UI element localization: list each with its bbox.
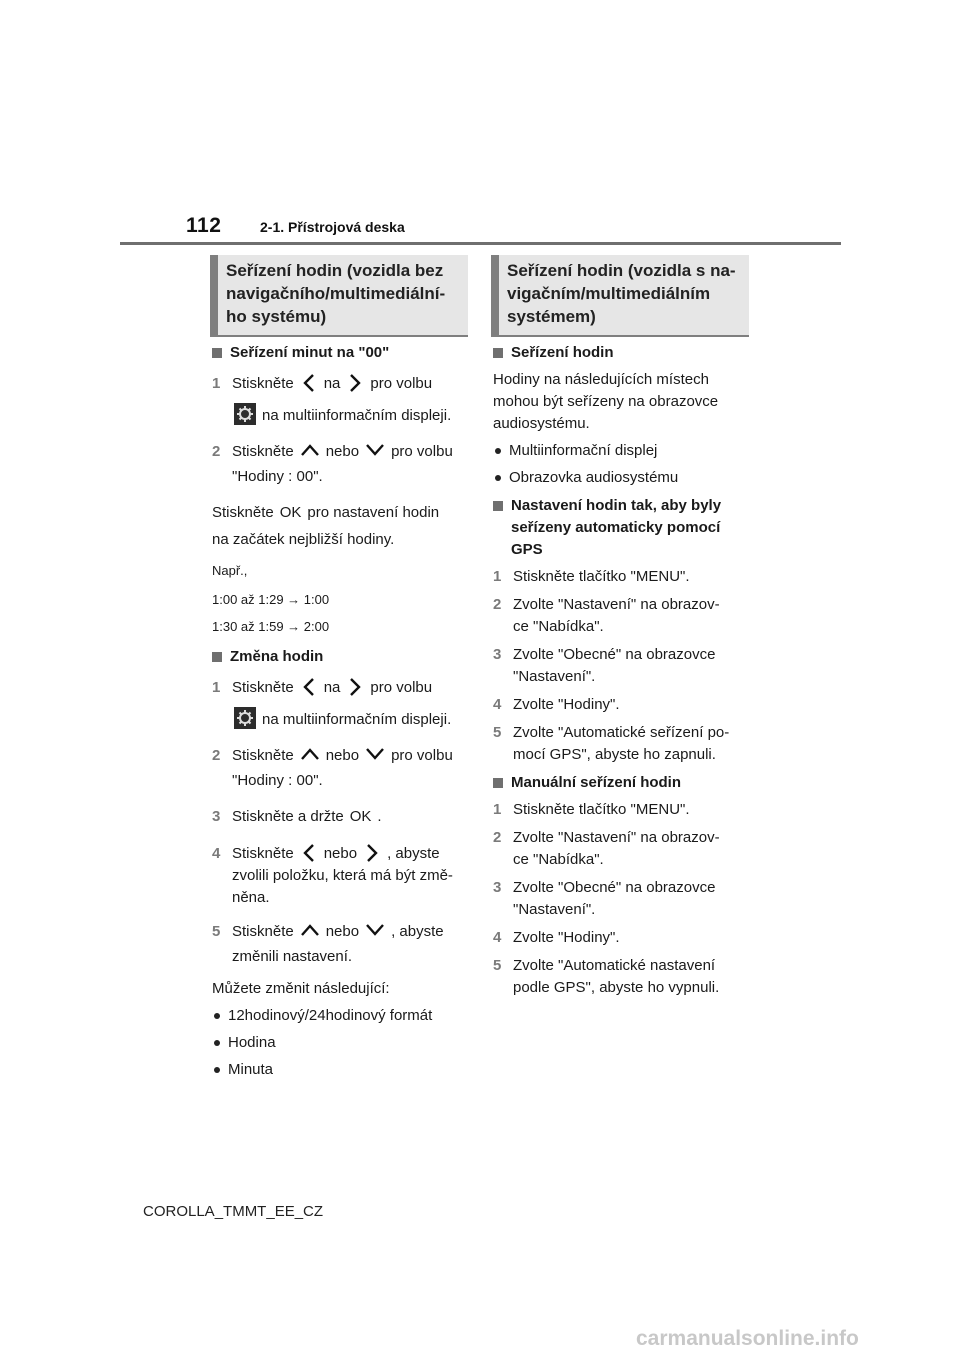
- step: 3 Zvolte "Obecné" na obrazovce "Nastavení".: [493, 646, 716, 685]
- step: 2 Stiskněte nebo pro volbu "Hodiny : 00".: [212, 443, 453, 485]
- paragraph: Stiskněte OK pro nastavení hodin: [212, 504, 440, 521]
- step-number: 2: [493, 596, 502, 613]
- gear-icon: [234, 707, 256, 729]
- step: 5 Zvolte "Automatické seřízení po- mocí GPS", abyste ho zapnuli.: [493, 724, 730, 763]
- step: 2 Zvolte "Nastavení" na obrazov- ce "Nabídka".: [493, 596, 720, 635]
- step-number: 2: [212, 747, 221, 764]
- paragraph: Můžete změnit následující:: [212, 980, 390, 997]
- page-number: 112: [186, 214, 222, 237]
- step: 2 Zvolte "Nastavení" na obrazov- ce "Nabídka".: [493, 829, 720, 868]
- left-column: [212, 342, 470, 1081]
- step: 4 Zvolte "Hodiny".: [493, 694, 751, 716]
- paragraph: na začátek nejbližší hodiny.: [212, 531, 395, 548]
- bullet-icon: [214, 1040, 220, 1046]
- list-item: Obrazovka audiosystému: [493, 467, 751, 489]
- step: 4 Zvolte "Hodiny".: [493, 927, 751, 949]
- subheading-manual: Manuální seřízení hodin: [493, 772, 751, 794]
- chevron-left-icon: [302, 678, 316, 696]
- chevron-down-icon: [365, 923, 385, 937]
- subheading-change-hours: Změna hodin: [212, 646, 470, 668]
- list-item: Minuta: [212, 1059, 470, 1081]
- step-number: 5: [212, 923, 221, 940]
- step-number: 1: [212, 375, 221, 392]
- step: 4 Stiskněte nebo , abyste zvolili položku, která má být změ- něna.: [212, 845, 453, 906]
- step-number: 1: [493, 801, 502, 818]
- section-label: 2-1. Přístrojová deska: [260, 219, 405, 235]
- step-number: 2: [212, 443, 221, 460]
- bullet-icon: [214, 1013, 220, 1019]
- example-label: Např.,: [212, 563, 248, 578]
- chevron-up-icon: [300, 923, 320, 937]
- paragraph: Hodiny na následujících místech mohou být seřízeny na obrazovce audiosystému.: [493, 371, 719, 432]
- right-column: [493, 342, 751, 999]
- step: 5 Zvolte "Automatické nastavení podle GPS", abyste ho vypnuli.: [493, 957, 720, 996]
- right-title-line: vigačním/multimediálním: [507, 284, 711, 303]
- chevron-left-icon: [302, 374, 316, 392]
- step: 1 Stiskněte tlačítko "MENU".: [493, 566, 751, 588]
- step-number: 3: [493, 646, 502, 663]
- header-rule: [120, 242, 841, 245]
- square-bullet-icon: [493, 778, 503, 788]
- step: 1 Stiskněte na pro volbu: [212, 373, 470, 395]
- right-title-line: systémem): [507, 307, 596, 326]
- square-bullet-icon: [212, 652, 222, 662]
- list-item: Hodina: [212, 1032, 470, 1054]
- step: 5 Stiskněte nebo , abyste změnili nastavení.: [212, 923, 444, 965]
- document-code: COROLLA_TMMT_EE_CZ: [143, 1203, 324, 1220]
- left-title-line: Seřízení hodin (vozidla bez: [226, 261, 444, 280]
- step-continuation: na multiinformačním displeji.: [234, 707, 470, 731]
- step-number: 1: [212, 679, 221, 696]
- chevron-up-icon: [300, 443, 320, 457]
- step-number: 1: [493, 568, 502, 585]
- example-line: 1:30 až 1:59 → 2:00: [212, 619, 330, 634]
- list-item: Multiinformační displej: [493, 440, 751, 462]
- step: 1 Stiskněte tlačítko "MENU".: [493, 799, 751, 821]
- bullet-icon: [214, 1067, 220, 1073]
- list-item: 12hodinový/24hodinový formát: [212, 1005, 470, 1027]
- left-title-line: navigačního/multimediální-: [226, 284, 446, 303]
- ok-symbol: OK: [349, 808, 372, 825]
- left-title-line: ho systému): [226, 307, 327, 326]
- chevron-right-icon: [365, 844, 379, 862]
- subheading-clock-setting: Seřízení hodin: [493, 342, 751, 364]
- chevron-right-icon: [348, 678, 362, 696]
- square-bullet-icon: [493, 348, 503, 358]
- step-number: 4: [493, 929, 502, 946]
- gear-icon: [234, 403, 256, 425]
- step-number: 4: [212, 845, 221, 862]
- bullet-icon: [495, 448, 501, 454]
- right-title-line: Seřízení hodin (vozidla s na-: [507, 261, 736, 280]
- chevron-down-icon: [365, 443, 385, 457]
- chevron-right-icon: [348, 374, 362, 392]
- step: 2 Stiskněte nebo pro volbu "Hodiny : 00".: [212, 747, 453, 789]
- watermark: carmanualsonline.info: [636, 1327, 859, 1350]
- chevron-left-icon: [302, 844, 316, 862]
- example-line: 1:00 až 1:29 → 1:00: [212, 592, 330, 607]
- square-bullet-icon: [493, 501, 503, 511]
- step: 3 Stiskněte a držte OK .: [212, 806, 470, 828]
- step-continuation: na multiinformačním displeji.: [234, 403, 470, 427]
- step-number: 4: [493, 696, 502, 713]
- left-title-box: [210, 255, 468, 337]
- step-number: 2: [493, 829, 502, 846]
- subheading-auto-gps: Nastavení hodin tak, aby byly seřízeny automaticky pomocí GPS: [493, 495, 751, 561]
- right-title-box: [491, 255, 749, 337]
- step-number: 3: [493, 879, 502, 896]
- chevron-down-icon: [365, 747, 385, 761]
- square-bullet-icon: [212, 348, 222, 358]
- step-number: 5: [493, 724, 502, 741]
- step: 1 Stiskněte na pro volbu: [212, 677, 470, 699]
- ok-symbol: OK: [279, 504, 302, 521]
- step: 3 Zvolte "Obecné" na obrazovce "Nastavení".: [493, 879, 716, 918]
- step-number: 5: [493, 957, 502, 974]
- subheading-minutes: Seřízení minut na "00": [212, 342, 470, 364]
- chevron-up-icon: [300, 747, 320, 761]
- bullet-icon: [495, 475, 501, 481]
- step-number: 3: [212, 808, 221, 825]
